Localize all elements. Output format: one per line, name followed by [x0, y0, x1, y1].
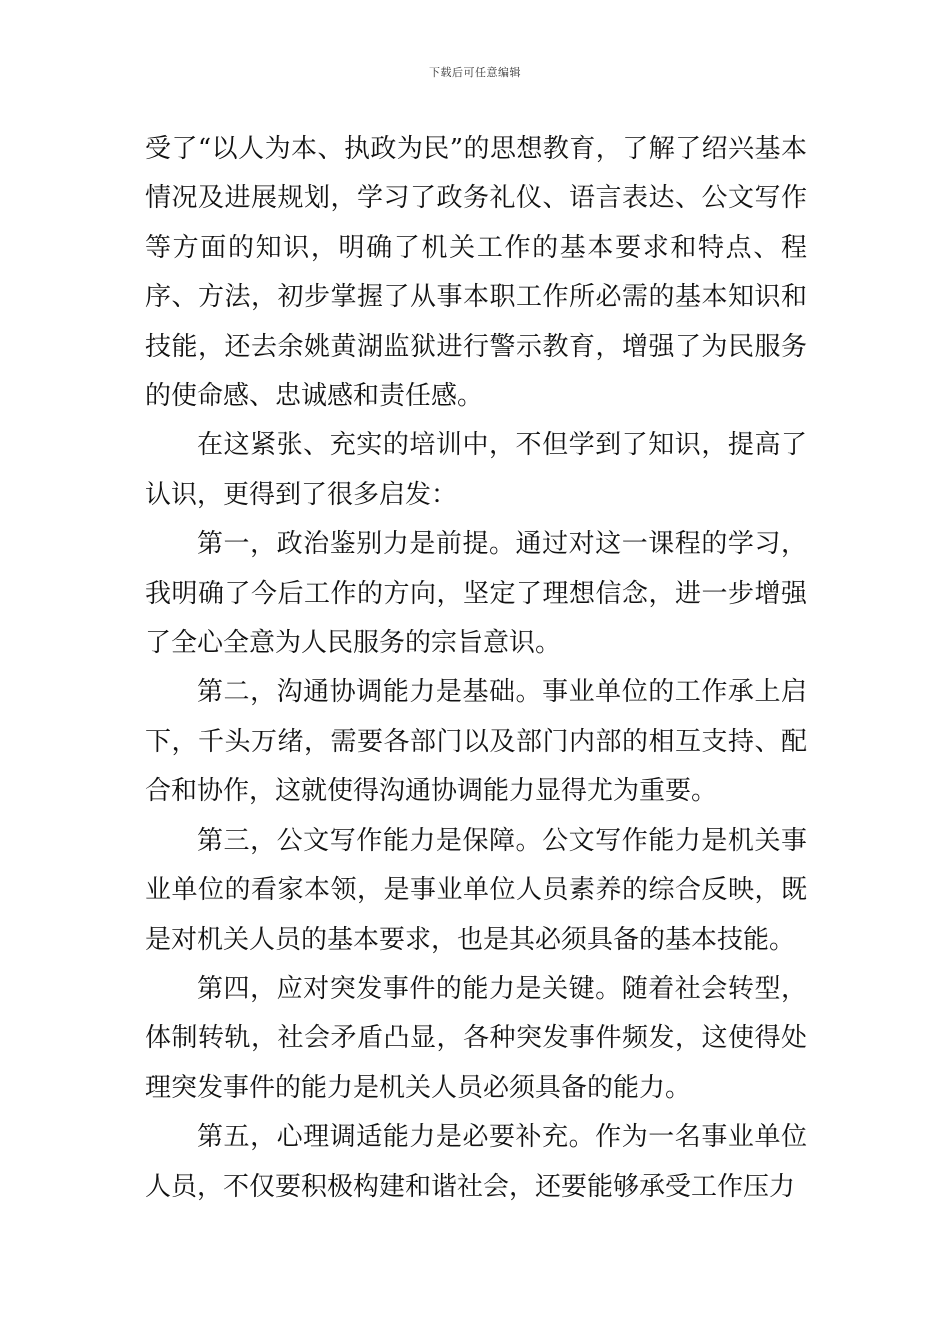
paragraph-continuation: 受了“以人为本、执政为民”的思想教育，了解了绍兴基本情况及进展规划，学习了政务礼仪、语言表达、公文写作等方面的知识，明确了机关工作的基本要求和特点、程序、方法，初步掌握了从事本职工作所必需的基本知识和技能，还去余姚黄湖监狱进行警示教育，增强了为民服务的使命感、忠诚感和责任感。: [145, 134, 807, 412]
paragraph-point-four: 第四，应对突发事件的能力是关键。随着社会转型，体制转轨，社会矛盾凸显，各种突发事件频发，这使得处理突发事件的能力是机关人员必须具备的能力。: [145, 973, 807, 1103]
header-note: 下载后可任意编辑: [429, 66, 521, 79]
paragraph-point-five: 第五，心理调适能力是必要补充。作为一名事业单位人员，不仅要积极构建和谐社会，还要能够承受工作压力: [145, 1122, 807, 1202]
paragraph-point-three: 第三，公文写作能力是保障。公文写作能力是机关事业单位的看家本领，是事业单位人员素养的综合反映，既是对机关人员的基本要求，也是其必须具备的基本技能。: [145, 825, 807, 955]
document-body: [145, 125, 807, 1212]
paragraph-point-two: 第二，沟通协调能力是基础。事业单位的工作承上启下，千头万绪，需要各部门以及部门内部的相互支持、配合和协作，这就使得沟通协调能力显得尤为重要。: [145, 677, 807, 807]
paragraph-point-one: 第一，政治鉴别力是前提。通过对这一课程的学习，我明确了今后工作的方向，坚定了理想信念，进一步增强了全心全意为人民服务的宗旨意识。: [145, 529, 807, 659]
paragraph-training-inspiration: 在这紧张、充实的培训中，不但学到了知识，提高了认识，更得到了很多启发：: [145, 430, 807, 510]
